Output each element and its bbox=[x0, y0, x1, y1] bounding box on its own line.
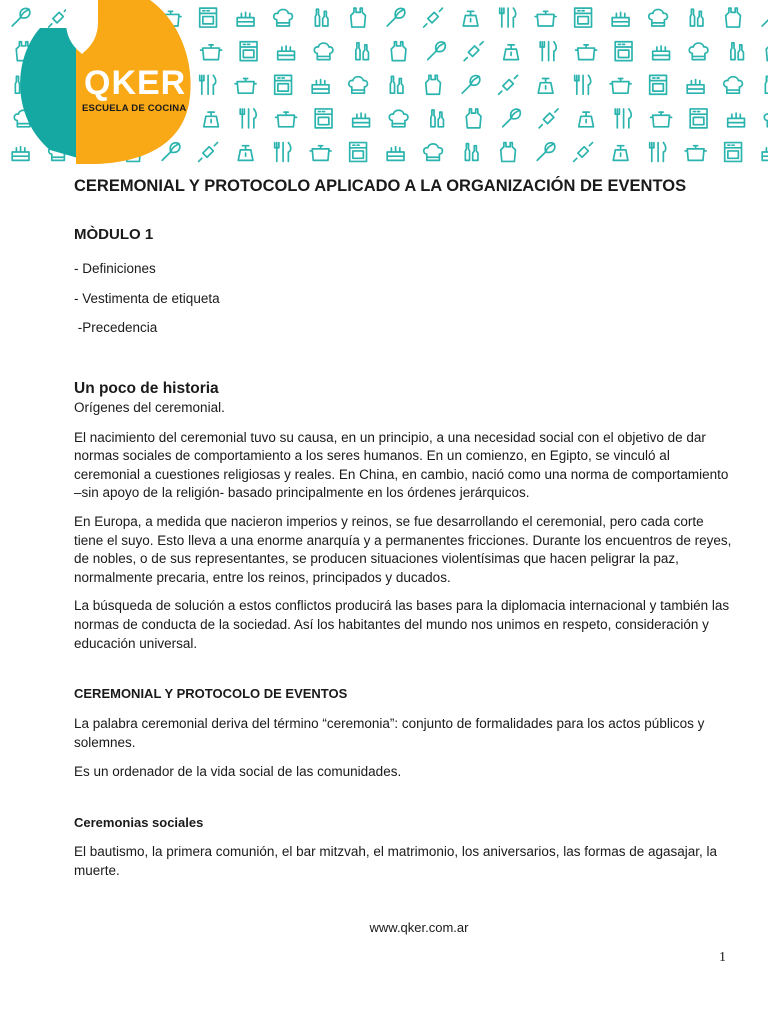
utensils-icon bbox=[240, 109, 256, 128]
logo-wordmark: QKER bbox=[84, 64, 187, 102]
cake-icon bbox=[237, 12, 254, 26]
cake-icon bbox=[612, 12, 629, 26]
pot-icon bbox=[201, 45, 222, 60]
module-heading: MÒDULO 1 bbox=[74, 226, 154, 243]
oven-icon bbox=[315, 109, 332, 128]
footer-url: www.qker.com.ar bbox=[369, 920, 469, 935]
utensils-icon bbox=[500, 8, 516, 27]
chef-hat-icon bbox=[764, 110, 768, 127]
rolling-pin-icon bbox=[574, 143, 593, 162]
scale-icon bbox=[238, 146, 253, 161]
cake-icon bbox=[387, 147, 404, 161]
whisk-icon bbox=[462, 76, 480, 94]
apron-icon bbox=[466, 109, 481, 128]
utensils-icon bbox=[615, 109, 631, 128]
utensils-icon bbox=[200, 75, 216, 94]
cake-icon bbox=[312, 80, 329, 94]
utensils-icon bbox=[275, 143, 291, 162]
whisk-icon bbox=[762, 8, 768, 26]
whisk-icon bbox=[387, 8, 405, 26]
apron-icon bbox=[726, 8, 741, 27]
rolling-pin-icon bbox=[464, 42, 483, 61]
oven-icon bbox=[725, 143, 742, 162]
oven-icon bbox=[275, 75, 292, 94]
oven-icon bbox=[615, 42, 632, 61]
bottles-icon bbox=[690, 9, 703, 26]
social-heading: Ceremonias sociales bbox=[74, 814, 204, 830]
oven-icon bbox=[350, 143, 367, 162]
bottles-icon bbox=[356, 43, 369, 60]
chef-hat-icon bbox=[274, 9, 293, 26]
rolling-pin-icon bbox=[539, 109, 558, 128]
history-subheading: Orígenes del ceremonial. bbox=[74, 400, 225, 415]
apron-icon bbox=[391, 42, 406, 61]
pot-icon bbox=[310, 146, 331, 161]
whisk-icon bbox=[537, 143, 555, 161]
events-paragraph-2: Es un ordenador de la vida social de las comunidades. bbox=[74, 764, 402, 780]
chef-hat-icon bbox=[649, 9, 668, 26]
pot-icon bbox=[651, 112, 672, 127]
cake-icon bbox=[353, 113, 370, 127]
cake-icon bbox=[278, 46, 295, 60]
pot-icon bbox=[610, 79, 631, 94]
utensils-icon bbox=[540, 42, 556, 61]
history-paragraph-3: La búsqueda de solución a estos conflictos producirá las bases para la diplomacia internacional y también las normas de conducta de la sociedad. Así los habitantes del mundo nos unimos en respeto, consideración y educación universal. bbox=[74, 598, 730, 651]
list-item-definiciones: - Definiciones bbox=[74, 261, 156, 276]
oven-icon bbox=[690, 109, 707, 128]
apron-icon bbox=[351, 8, 366, 27]
oven-icon bbox=[650, 75, 667, 94]
chef-hat-icon bbox=[349, 77, 368, 94]
cake-icon bbox=[762, 147, 768, 161]
chef-hat-icon bbox=[424, 144, 443, 161]
scale-icon bbox=[504, 45, 519, 60]
scale-icon bbox=[204, 112, 219, 127]
rolling-pin-icon bbox=[499, 75, 518, 94]
page-number: 1 bbox=[719, 950, 726, 965]
pot-icon bbox=[235, 79, 256, 94]
history-paragraph-1: El nacimiento del ceremonial tuvo su causa, en un principio, a una necesidad social con el objetivo de dar normas sociales de comportamiento a los seres humanos. En un comienzo, en Egipto, se vinculó al ceremonial a cuestiones religiosas y reales. En China, en cambio, nació como una norma de comportamiento –sin apoyo de la religión- basado principalmente en los órdenes jerárquicos. bbox=[74, 429, 729, 501]
events-paragraph-1: La palabra ceremonial deriva del término “ceremonia”: conjunto de formalidades para los actos públicos y solemnes. bbox=[74, 716, 705, 750]
document-title: CEREMONIAL Y PROTOCOLO APLICADO A LA ORGANIZACIÓN DE EVENTOS bbox=[74, 177, 687, 195]
pot-icon bbox=[685, 146, 706, 161]
cake-icon bbox=[728, 113, 745, 127]
cake-icon bbox=[653, 46, 670, 60]
history-heading: Un poco de historia bbox=[74, 380, 219, 397]
whisk-icon bbox=[503, 109, 521, 127]
apron-icon bbox=[426, 75, 441, 94]
bottles-icon bbox=[390, 76, 403, 93]
oven-icon bbox=[200, 8, 217, 27]
list-item-vestimenta: - Vestimenta de etiqueta bbox=[74, 291, 220, 306]
rolling-pin-icon bbox=[199, 143, 218, 162]
apron-icon bbox=[501, 143, 516, 162]
oven-icon bbox=[575, 8, 592, 27]
pot-icon bbox=[576, 45, 597, 60]
pot-icon bbox=[276, 112, 297, 127]
whisk-icon bbox=[428, 42, 446, 60]
bottles-icon bbox=[731, 43, 744, 60]
chef-hat-icon bbox=[724, 77, 743, 94]
rolling-pin-icon bbox=[424, 8, 443, 27]
scale-icon bbox=[463, 11, 478, 26]
document-body bbox=[74, 175, 734, 880]
events-heading: CEREMONIAL Y PROTOCOLO DE EVENTOS bbox=[74, 686, 348, 702]
scale-icon bbox=[538, 79, 553, 94]
scale-icon bbox=[579, 112, 594, 127]
scale-icon bbox=[613, 146, 628, 161]
chef-hat-icon bbox=[689, 43, 708, 60]
utensils-icon bbox=[650, 143, 666, 162]
history-paragraph-2: En Europa, a medida que nacieron imperios y reinos, se fue desarrollando el ceremonial, pero cada corte tiene el suyo. Esto lleva a una enorme anarquía y a permanentes fricciones. Durante los encuentros de reyes, de nobles, o de sus representantes, se producen situaciones violentísimas que hacen peligrar la paz, normalmente precaria, entre los reinos, principados y ducados. bbox=[74, 513, 732, 585]
utensils-icon bbox=[575, 75, 591, 94]
oven-icon bbox=[240, 42, 257, 61]
pot-icon bbox=[535, 11, 556, 26]
logo-subtitle: ESCUELA DE COCINA bbox=[82, 103, 187, 114]
bottles-icon bbox=[465, 144, 478, 161]
social-paragraph: El bautismo, la primera comunión, el bar mitzvah, el matrimonio, los aniversarios, las formas de agasajar, la muerte. bbox=[74, 843, 718, 878]
bottles-icon bbox=[315, 9, 328, 26]
header-banner bbox=[0, 0, 768, 168]
list-item-precedencia: -Precedencia bbox=[74, 320, 158, 335]
chef-hat-icon bbox=[314, 43, 333, 60]
bottles-icon bbox=[431, 110, 444, 127]
cake-icon bbox=[687, 80, 704, 94]
chef-hat-icon bbox=[389, 110, 408, 127]
